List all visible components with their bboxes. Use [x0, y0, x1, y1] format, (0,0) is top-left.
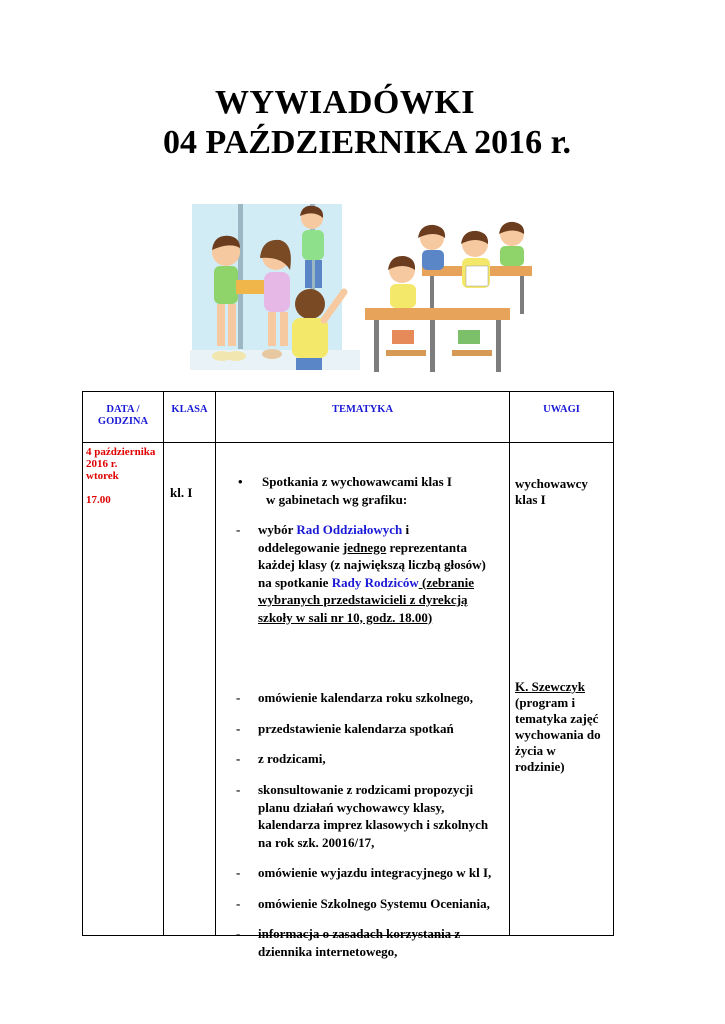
desk-leg [374, 320, 379, 372]
child-legs [458, 330, 480, 344]
chair [452, 350, 492, 356]
child-body [302, 230, 324, 260]
dash-icon: - [236, 522, 241, 537]
child-body [214, 266, 238, 304]
subtitle-number: 04 [163, 124, 197, 161]
column-header-notes: UWAGI [510, 392, 614, 443]
window-frame [238, 204, 243, 349]
child-body [422, 250, 444, 270]
topic-cell [216, 443, 510, 959]
child-legs [305, 260, 312, 288]
paper [466, 266, 488, 286]
child-legs [217, 304, 225, 346]
list-item: - omówienie wyjazdu integracyjnego w kl I, [236, 865, 492, 880]
book [236, 280, 266, 294]
list-item: - informacja o zasadach korzystania z dziennika internetowego, [236, 926, 461, 959]
class-cell: kl. I [164, 443, 216, 936]
dash-icon: - [236, 782, 241, 797]
dash-icon: - [236, 865, 241, 880]
classroom-children-illustration [190, 200, 535, 380]
page-title: WYWIADÓWKI [215, 84, 476, 121]
child-legs [280, 312, 288, 346]
list-item: - wybór Rad Oddziałowych i oddelegowanie jednego reprezentanta każdej klasy (z największą liczbą głosów) na spotkanie Rady Rodziców (zebranie wybranych przedstawicieli z dyrekcją szkoły w sali nr 10, godz. 18.00) [236, 522, 486, 625]
note-speaker: K. Szewczyk (program i tematyka zajęć wychowania do życia w rodzinie) [515, 679, 601, 774]
child-head [295, 289, 325, 319]
child-body [390, 284, 416, 308]
column-header-date: DATA / GODZINA [83, 392, 164, 443]
page-subtitle [163, 124, 571, 162]
topic-bullet: • Spotkania z wychowawcami klas I w gabinetach wg grafiku: [238, 474, 452, 507]
child-body [292, 318, 328, 358]
dash-icon: - [236, 751, 241, 766]
child-shoe [226, 351, 246, 361]
notes-cell [510, 443, 614, 936]
list-item: - przedstawienie kalendarza spotkań [236, 721, 454, 736]
schedule-table [82, 391, 614, 959]
dash-icon: - [236, 896, 241, 911]
child-body [500, 246, 524, 266]
child-shoe [262, 349, 282, 359]
column-header-topic: TEMATYKA [216, 392, 510, 443]
list-item: - skonsultowanie z rodzicami propozycji planu działań wychowawcy klasy, kalendarza imprez klasowych i szkolnych na rok szk. 20016/17, [236, 782, 489, 850]
column-header-class: KLASA [164, 392, 216, 443]
dash-icon: - [236, 926, 241, 941]
list-item: - omówienie Szkolnego Systemu Oceniania, [236, 896, 490, 911]
desk-leg [520, 276, 524, 314]
speaker-name: K. Szewczyk [515, 679, 586, 694]
chair [386, 350, 426, 356]
child-legs [268, 312, 276, 346]
dash-icon: - [236, 721, 241, 736]
list-item: - omówienie kalendarza roku szkolnego, [236, 690, 473, 705]
dash-icon: - [236, 690, 241, 705]
child-body [264, 272, 290, 312]
table-header-row [83, 392, 614, 443]
desk-leg [496, 320, 501, 372]
desk-top [365, 308, 510, 320]
subtitle-date: PAŹDZIERNIKA 2016 r. [197, 124, 572, 161]
child-legs [296, 358, 322, 370]
desk-leg [430, 320, 435, 372]
note-teachers: wychowawcy klas I [515, 476, 588, 507]
child-legs [228, 304, 236, 346]
table-row [83, 443, 614, 936]
child-legs [315, 260, 322, 288]
date-cell: 4 października 2016 r. wtorek 17.00 [83, 443, 164, 936]
child-legs [392, 330, 414, 344]
list-item: - z rodzicami, [236, 751, 326, 766]
bullet-icon: • [238, 474, 243, 489]
time-value: 17.00 [86, 494, 111, 506]
